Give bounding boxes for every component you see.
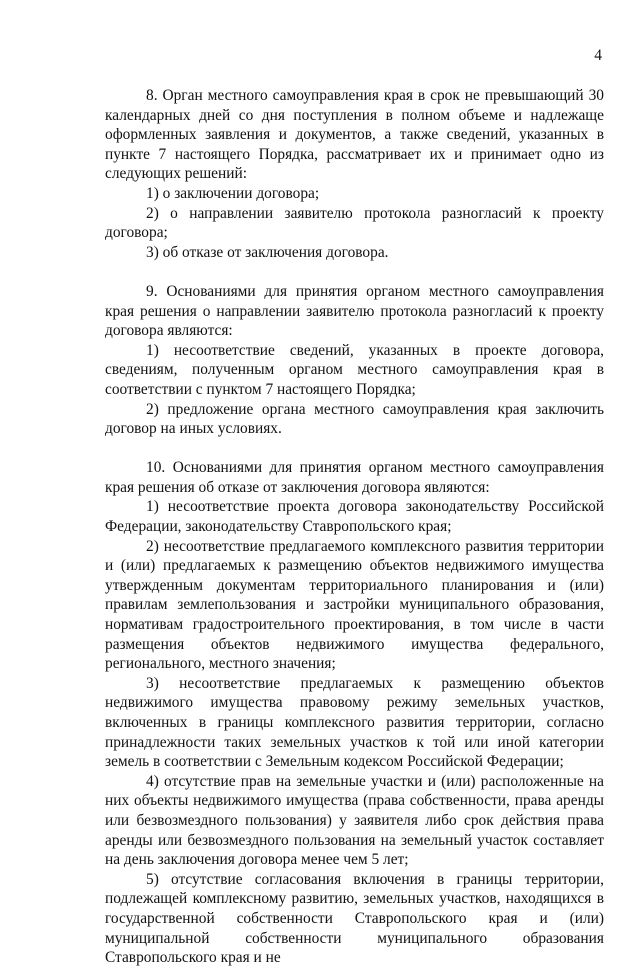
section-10-item-5: 5) отсутствие согласования включения в границы территории, подлежащей комплексному развитию, земельных участков, находящихся в государственной собственности Ставропольского края и (или) муниципальной собственности муниципального образования Ставропольского края и не — [105, 870, 604, 967]
section-8-item-3: 3) об отказе от заключения договора. — [146, 243, 389, 261]
page-number: 4 — [594, 47, 602, 64]
section-10-item-1: 1) несоответствие проекта договора законодательству Российской Федерации, законодательству Ставропольского края; — [105, 498, 604, 536]
section-gap — [105, 439, 604, 459]
section-10-item-4: 4) отсутствие прав на земельные участки и (или) расположенные на них объекты недвижимого имущества (права собственности, права аренды или безвозмездного пользования) у заявителя либо срок действия права аренды или безвозмездного пользования на земельный участок составляет на день заключения договора менее чем 5 лет; — [105, 772, 604, 869]
section-10-item-2: 2) несоответствие предлагаемого комплексного развития территории и (или) предлагаемых к размещению объектов недвижимого имущества утвержденным документам территориального планирования и (или) правилам землепользования и застройки муниципального образования, нормативам градостроительного проектирования, в том числе в части размещения объектов недвижимого имущества федерального, регионального, местного значения; — [105, 537, 604, 673]
section-9 — [105, 282, 604, 439]
section-10-item-3: 3) несоответствие предлагаемых к размещению объектов недвижимого имущества правовому режиму земельных участков, включенных в границы комплексного развития территории, согласно принадлежности таких земельных участков к той или иной категории земель в соответствии с Земельным кодексом Российской Федерации; — [105, 674, 604, 771]
section-9-item-2: 2) предложение органа местного самоуправления края заключить договор на иных условиях. — [105, 400, 604, 438]
section-8-intro: 8. Орган местного самоуправления края в срок не превышающий 30 календарных дней со дня поступления в полном объеме и надлежаще оформленных заявления и документов, а также сведений, указанных в пункте 7 настоящего Порядка, рассматривает их и принимает одно из следующих решений: — [105, 87, 604, 183]
section-8-item-1: 1) о заключении договора; — [146, 184, 320, 202]
section-gap — [105, 262, 604, 282]
section-10 — [105, 458, 604, 967]
document-body — [105, 86, 604, 968]
section-9-intro: 9. Основаниями для принятия органом местного самоуправления края решения о направлении заявителю протокола разногласий к проекту договора являются: — [105, 282, 604, 340]
section-8-item-2: 2) о направлении заявителю протокола разногласий к проекту договора; — [105, 204, 604, 242]
section-8 — [105, 86, 604, 262]
section-10-intro: 10. Основаниями для принятия органом местного самоуправления края решения об отказе от заключения договора являются: — [105, 459, 604, 496]
section-9-item-1: 1) несоответствие сведений, указанных в проекте договора, сведениям, полученным органом местного самоуправления края в соответствии с пунктом 7 настоящего Порядка; — [105, 341, 604, 398]
